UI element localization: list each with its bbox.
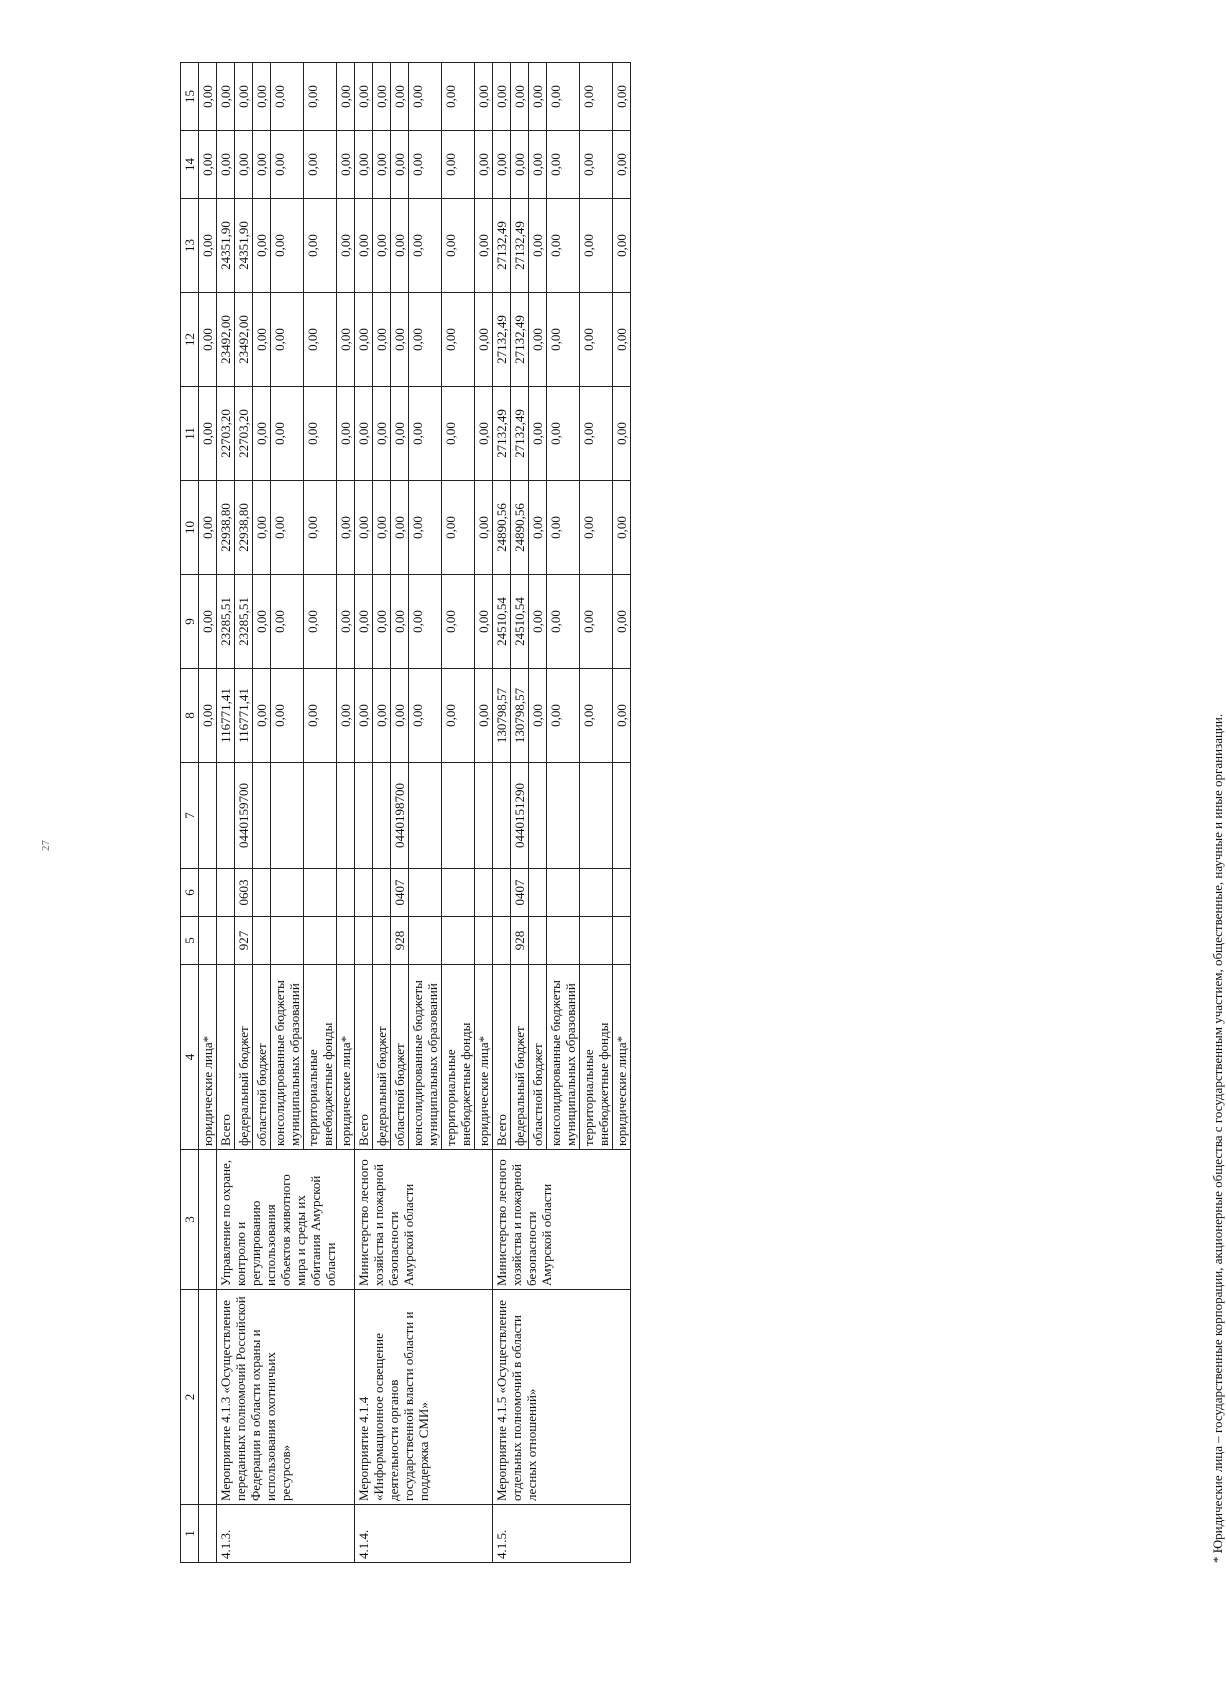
value-cell: 0,00 [475,63,493,131]
value-cell: 0,00 [355,199,373,293]
source-cell: консолидированные бюджеты муниципальных образований [547,965,580,1150]
value-cell: 0,00 [529,63,547,131]
value-cell: 0,00 [511,131,529,199]
value-cell: 0,00 [442,481,475,575]
value-cell: 0,00 [271,293,304,387]
value-cell: 0,00 [355,293,373,387]
value-cell: 0,00 [547,131,580,199]
grbs-cell [304,917,337,965]
value-cell: 24890,56 [511,481,529,575]
value-cell: 116771,41 [235,669,253,763]
value-cell: 23492,00 [235,293,253,387]
grbs-cell [355,917,373,965]
value-cell: 0,00 [529,131,547,199]
value-cell: 0,00 [373,387,391,481]
measure-name: Мероприятие 4.1.4 «Информационное освещение деятельности органов государственной власти области и поддержка СМИ» [355,1290,493,1505]
value-cell: 24890,56 [493,481,511,575]
value-cell: 0,00 [442,63,475,131]
column-number: 5 [181,917,199,965]
table-row [199,63,217,1563]
value-cell: 0,00 [337,575,355,669]
value-cell: 0,00 [373,481,391,575]
grbs-cell: 928 [391,917,409,965]
value-cell: 0,00 [475,481,493,575]
section-number: 4.1.4. [355,1505,493,1563]
value-cell: 0,00 [253,63,271,131]
value-cell: 0,00 [547,669,580,763]
rz-cell [373,869,391,917]
source-cell: юридические лица* [613,965,631,1150]
value-cell: 27132,49 [511,387,529,481]
value-cell: 0,00 [337,669,355,763]
value-cell: 0,00 [253,199,271,293]
value-cell: 0,00 [355,481,373,575]
csr-cell [493,763,511,869]
value-cell: 0,00 [580,481,613,575]
empty-cell [199,869,217,917]
empty-cell [199,1150,217,1290]
source-cell: территориальные внебюджетные фонды [580,965,613,1150]
value-cell: 0,00 [337,293,355,387]
value-cell: 0,00 [337,63,355,131]
value-cell: 0,00 [409,575,442,669]
rz-cell [271,869,304,917]
value-cell: 22703,20 [217,387,235,481]
rz-cell [337,869,355,917]
value-cell: 0,00 [391,669,409,763]
value-cell: 27132,49 [511,199,529,293]
value-cell: 0,00 [547,293,580,387]
measure-name: Мероприятие 4.1.3 «Осуществление переданных полномочий Российской Федерации в области охраны и использования охотничьих ресурсов» [217,1290,355,1505]
rz-cell [493,869,511,917]
value-cell: 0,00 [442,293,475,387]
rz-cell [529,869,547,917]
value-cell: 0,00 [271,575,304,669]
value-cell: 27132,49 [493,387,511,481]
value-cell: 0,00 [271,63,304,131]
empty-cell [199,1290,217,1505]
value-cell: 0,00 [547,575,580,669]
value-cell: 0,00 [253,293,271,387]
value-cell: 23492,00 [217,293,235,387]
empty-cell [199,763,217,869]
value-cell: 0,00 [475,575,493,669]
section-number: 4.1.5. [493,1505,631,1563]
value-cell: 0,00 [529,387,547,481]
csr-cell [271,763,304,869]
grbs-cell: 927 [235,917,253,965]
source-cell: территориальные внебюджетные фонды [442,965,475,1150]
value-cell: 130798,57 [511,669,529,763]
csr-cell [442,763,475,869]
value-cell: 0,00 [355,575,373,669]
value-cell: 0,00 [547,481,580,575]
column-number: 6 [181,869,199,917]
rz-cell [253,869,271,917]
grbs-cell [613,917,631,965]
value-cell: 0,00 [580,575,613,669]
value-cell: 0,00 [442,669,475,763]
value-cell: 0,00 [613,63,631,131]
value-cell: 0,00 [355,387,373,481]
column-number: 14 [181,131,199,199]
table-body [199,63,631,1563]
table-header [181,63,199,1563]
value-cell: 27132,49 [511,293,529,387]
value-cell: 0,00 [613,481,631,575]
value-cell: 0,00 [391,199,409,293]
value-cell: 0,00 [304,669,337,763]
value-cell: 0,00 [271,387,304,481]
value-cell: 0,00 [217,131,235,199]
value-cell: 0,00 [580,669,613,763]
value-cell: 0,00 [493,63,511,131]
value-cell: 0,00 [253,131,271,199]
rz-cell [217,869,235,917]
value-cell: 0,00 [373,63,391,131]
rz-cell [442,869,475,917]
value-cell: 0,00 [613,199,631,293]
value-cell: 24351,90 [217,199,235,293]
table-row [217,63,235,1563]
value-cell: 0,00 [475,387,493,481]
empty-cell [199,1505,217,1563]
source-cell: консолидированные бюджеты муниципальных образований [409,965,442,1150]
grbs-cell: 928 [511,917,529,965]
value-cell: 0,00 [580,63,613,131]
value-cell: 0,00 [199,481,217,575]
value-cell: 0,00 [253,575,271,669]
csr-cell: 0440151290 [511,763,529,869]
csr-cell [613,763,631,869]
source-cell: территориальные внебюджетные фонды [304,965,337,1150]
column-number: 3 [181,1150,199,1290]
value-cell: 0,00 [580,199,613,293]
value-cell: 22703,20 [235,387,253,481]
value-cell: 27132,49 [493,293,511,387]
value-cell: 0,00 [337,481,355,575]
value-cell: 0,00 [271,131,304,199]
table-row [493,63,511,1563]
value-cell: 0,00 [337,387,355,481]
source-cell: Всего [493,965,511,1150]
value-cell: 0,00 [391,387,409,481]
value-cell: 0,00 [442,387,475,481]
value-cell: 0,00 [391,293,409,387]
grbs-cell [475,917,493,965]
measure-name: Мероприятие 4.1.5 «Осуществление отдельных полномочий в области лесных отношений» [493,1290,631,1505]
rz-cell [355,869,373,917]
rotated-page [180,63,1225,1563]
value-cell: 0,00 [409,199,442,293]
value-cell: 0,00 [304,199,337,293]
value-cell: 0,00 [304,481,337,575]
value-cell: 0,00 [409,669,442,763]
grbs-cell [547,917,580,965]
value-cell: 0,00 [373,293,391,387]
value-cell: 24510,54 [493,575,511,669]
value-cell: 0,00 [475,669,493,763]
value-cell: 0,00 [409,131,442,199]
value-cell: 0,00 [355,669,373,763]
value-cell: 0,00 [235,131,253,199]
value-cell: 0,00 [217,63,235,131]
value-cell: 0,00 [391,131,409,199]
value-cell: 0,00 [613,669,631,763]
value-cell: 0,00 [529,575,547,669]
grbs-cell [253,917,271,965]
csr-cell [529,763,547,869]
value-cell: 0,00 [304,387,337,481]
grbs-cell [442,917,475,965]
csr-cell [475,763,493,869]
source-cell: юридические лица* [199,965,217,1150]
value-cell: 0,00 [475,293,493,387]
column-number: 4 [181,965,199,1150]
column-number: 1 [181,1505,199,1563]
value-cell: 0,00 [304,63,337,131]
rz-cell: 0407 [511,869,529,917]
value-cell: 0,00 [199,131,217,199]
rz-cell [409,869,442,917]
rz-cell [547,869,580,917]
source-cell: областной бюджет [253,965,271,1150]
column-number: 2 [181,1290,199,1505]
csr-cell [337,763,355,869]
table-row [355,63,373,1563]
value-cell: 23285,51 [217,575,235,669]
column-number: 9 [181,575,199,669]
grbs-cell [271,917,304,965]
value-cell: 0,00 [613,575,631,669]
value-cell: 0,00 [199,387,217,481]
value-cell: 0,00 [613,293,631,387]
source-cell: Всего [217,965,235,1150]
column-number: 11 [181,387,199,481]
value-cell: 0,00 [442,131,475,199]
value-cell: 0,00 [580,387,613,481]
grbs-cell [337,917,355,965]
value-cell: 0,00 [337,199,355,293]
value-cell: 0,00 [580,131,613,199]
value-cell: 0,00 [253,481,271,575]
rz-cell: 0603 [235,869,253,917]
value-cell: 0,00 [442,575,475,669]
source-cell: федеральный бюджет [235,965,253,1150]
source-cell: федеральный бюджет [511,965,529,1150]
value-cell: 0,00 [442,199,475,293]
value-cell: 23285,51 [235,575,253,669]
value-cell: 0,00 [373,199,391,293]
value-cell: 0,00 [409,63,442,131]
column-number: 12 [181,293,199,387]
value-cell: 0,00 [373,575,391,669]
executor-name: Управление по охране, контролю и регулированию использования объектов животного мира и среды их обитания Амурской области [217,1150,355,1290]
rz-cell: 0407 [391,869,409,917]
value-cell: 0,00 [529,293,547,387]
value-cell: 0,00 [337,131,355,199]
value-cell: 0,00 [529,669,547,763]
value-cell: 0,00 [253,387,271,481]
value-cell: 0,00 [271,199,304,293]
value-cell: 27132,49 [493,199,511,293]
csr-cell [409,763,442,869]
footnote: * Юридические лица – государственные корпорации, акционерные общества с государственным участием, общественные, научные и иные организации. [1210,713,1225,1563]
csr-cell [547,763,580,869]
value-cell: 0,00 [547,387,580,481]
value-cell: 0,00 [547,63,580,131]
value-cell: 0,00 [613,387,631,481]
csr-cell [217,763,235,869]
csr-cell: 0440159700 [235,763,253,869]
column-number: 10 [181,481,199,575]
source-cell: юридические лица* [337,965,355,1150]
csr-cell: 0440198700 [391,763,409,869]
value-cell: 116771,41 [217,669,235,763]
value-cell: 0,00 [493,131,511,199]
value-cell: 0,00 [271,669,304,763]
csr-cell [355,763,373,869]
value-cell: 0,00 [547,199,580,293]
value-cell: 0,00 [355,131,373,199]
section-number: 4.1.3. [217,1505,355,1563]
grbs-cell [529,917,547,965]
value-cell: 0,00 [199,293,217,387]
source-cell: консолидированные бюджеты муниципальных образований [271,965,304,1150]
grbs-cell [217,917,235,965]
value-cell: 130798,57 [493,669,511,763]
empty-cell [199,917,217,965]
value-cell: 22938,80 [217,481,235,575]
value-cell: 0,00 [304,575,337,669]
value-cell: 0,00 [373,131,391,199]
rz-cell [580,869,613,917]
value-cell: 0,00 [475,131,493,199]
source-cell: областной бюджет [391,965,409,1150]
executor-name: Министерство лесного хозяйства и пожарной безопасности Амурской области [355,1150,493,1290]
value-cell: 24510,54 [511,575,529,669]
value-cell: 0,00 [199,63,217,131]
value-cell: 0,00 [613,131,631,199]
column-number: 13 [181,199,199,293]
grbs-cell [373,917,391,965]
value-cell: 0,00 [373,669,391,763]
value-cell: 0,00 [271,481,304,575]
column-number: 15 [181,63,199,131]
value-cell: 0,00 [391,481,409,575]
value-cell: 0,00 [391,63,409,131]
page-number: 27 [40,840,52,851]
value-cell: 0,00 [529,481,547,575]
csr-cell [580,763,613,869]
executor-name: Министерство лесного хозяйства и пожарной безопасности Амурской области [493,1150,631,1290]
value-cell: 0,00 [409,293,442,387]
column-number: 8 [181,669,199,763]
value-cell: 22938,80 [235,481,253,575]
value-cell: 0,00 [409,387,442,481]
value-cell: 0,00 [391,575,409,669]
value-cell: 0,00 [199,199,217,293]
source-cell: областной бюджет [529,965,547,1150]
value-cell: 0,00 [304,131,337,199]
value-cell: 0,00 [355,63,373,131]
grbs-cell [580,917,613,965]
csr-cell [253,763,271,869]
value-cell: 0,00 [253,669,271,763]
column-number: 7 [181,763,199,869]
grbs-cell [493,917,511,965]
source-cell: федеральный бюджет [373,965,391,1150]
value-cell: 0,00 [580,293,613,387]
csr-cell [304,763,337,869]
value-cell: 0,00 [511,63,529,131]
rz-cell [304,869,337,917]
value-cell: 0,00 [235,63,253,131]
source-cell: юридические лица* [475,965,493,1150]
rz-cell [613,869,631,917]
value-cell: 0,00 [529,199,547,293]
budget-table [180,62,631,1563]
rz-cell [475,869,493,917]
value-cell: 0,00 [199,575,217,669]
value-cell: 0,00 [409,481,442,575]
source-cell: Всего [355,965,373,1150]
grbs-cell [409,917,442,965]
value-cell: 0,00 [304,293,337,387]
value-cell: 24351,90 [235,199,253,293]
csr-cell [373,763,391,869]
value-cell: 0,00 [199,669,217,763]
value-cell: 0,00 [475,199,493,293]
